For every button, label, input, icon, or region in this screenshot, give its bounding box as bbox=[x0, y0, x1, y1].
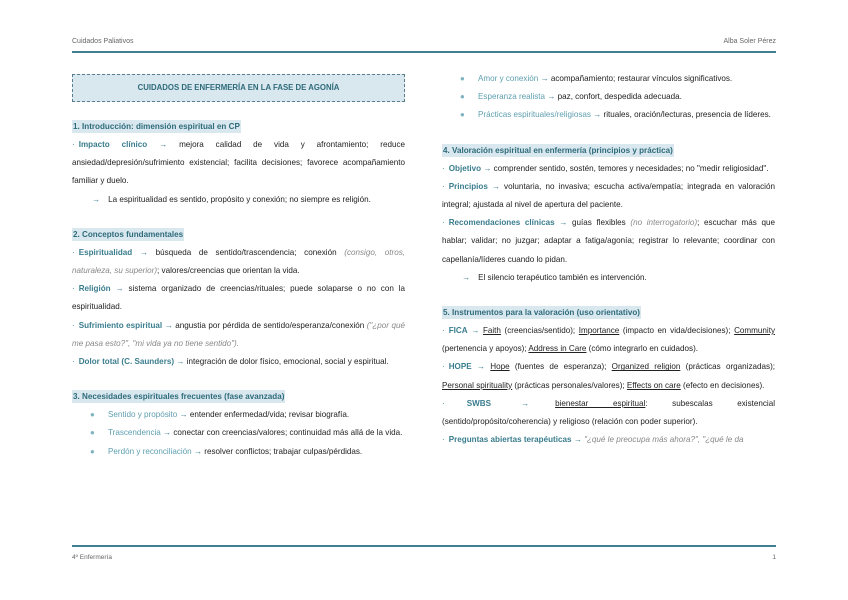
list-item: ● Trascendencia → conectar con creencias/valores; continuidad más allá de la vida. bbox=[90, 428, 403, 438]
left-column bbox=[72, 70, 405, 461]
impacto-clinico-paragraph: · Impacto clínico → mejora calidad de vida y afrontamiento; reduce ansiedad/depresión/sufrimiento existencial; facilita decisiones; favorece acompañamiento familiar y duelo. bbox=[72, 140, 406, 186]
header-left: Cuidados Paliativos bbox=[72, 38, 134, 45]
section-3-heading: 3. Necesidades espirituales frecuentes (fase avanzada) bbox=[73, 392, 285, 402]
espiritualidad-paragraph: · Espiritualidad → búsqueda de sentido/trascendencia; conexión (consigo, otros, naturaleza, su superior); valores/creencias que orientan la vida. bbox=[72, 247, 405, 276]
impacto-term: Impacto clínico bbox=[78, 140, 148, 149]
right-column bbox=[442, 70, 775, 449]
arrow-icon: → bbox=[462, 272, 471, 282]
header-right: Alba Soler Pérez bbox=[723, 38, 776, 45]
arrow-icon: → bbox=[92, 194, 101, 204]
spirituality-note: → La espiritualidad es sentido, propósito y conexión; no siempre es religión. bbox=[92, 194, 371, 204]
list-item: ● Sentido y propósito → entender enfermedad/vida; revisar biografía. bbox=[90, 410, 350, 420]
principios-paragraph: · Principios → voluntaria, no invasiva; escucha activa/empatía; integrada en valoración integral; ajustada al nivel de apertura del paciente. bbox=[442, 181, 775, 210]
list-item: ● Perdón y reconciliación → resolver conflictos; trabajar culpas/pérdidas. bbox=[90, 446, 363, 456]
page-number: 1 bbox=[772, 554, 776, 561]
silence-note: → El silencio terapéutico también es intervención. bbox=[462, 272, 647, 282]
document-title: CUIDADOS DE ENFERMERÍA EN LA FASE DE AGONÍA bbox=[72, 74, 405, 102]
religion-paragraph: · Religión → sistema organizado de creencias/rituales; puede solaparse o no con la espiritualidad. bbox=[72, 284, 406, 312]
header-rule bbox=[72, 51, 776, 53]
footer-left: 4º Enfermería bbox=[72, 554, 112, 561]
section-1-heading: 1. Introducción: dimensión espiritual en CP bbox=[73, 122, 240, 131]
fica-paragraph: · FICA → Faith (creencias/sentido); Importance (impacto en vida/decisiones); Community (pertenencia y apoyos); Address in Care (cómo integrarlo en cuidados). bbox=[442, 326, 776, 354]
list-item: ● Amor y conexión → acompañamiento; restaurar vínculos significativos. bbox=[460, 74, 733, 83]
objetivo-paragraph: · Objetivo → comprender sentido, sostén, temores y necesidades; no "medir religiosidad". bbox=[442, 163, 769, 173]
section-5-heading: 5. Instrumentos para la valoración (uso orientativo) bbox=[443, 308, 640, 318]
footer-rule bbox=[72, 545, 776, 547]
preguntas-paragraph: · Preguntas abiertas terapéuticas → "¿qué le preocupa más ahora?", "¿qué le da bbox=[442, 435, 744, 445]
sufrimiento-paragraph: · Sufrimiento espiritual → angustia por pérdida de sentido/esperanza/conexión ("¿por qué me pasa esto?", "mi vida ya no tiene sentido"). bbox=[72, 320, 406, 348]
recomendaciones-paragraph: · Recomendaciones clínicas → guías flexibles (no interrogatorio); escuchar más que hablar; validar; no juzgar; adaptar a fatiga/agonía; registrar lo relevante; coordinar con capellanía/líderes cuando lo pidan. bbox=[442, 218, 776, 264]
section-2-heading: 2. Conceptos fundamentales bbox=[73, 229, 184, 239]
dolor-total-paragraph: · Dolor total (C. Saunders) → integración de dolor físico, emocional, social y espiritual. bbox=[72, 357, 389, 367]
list-item: ● Esperanza realista → paz, confort, despedida adecuada. bbox=[460, 92, 682, 102]
section-4-heading: 4. Valoración espiritual en enfermería (principios y práctica) bbox=[443, 145, 673, 155]
swbs-paragraph: · SWBS → bienestar espiritual: subescalas existencial (sentido/propósito/coherencia) y religioso (relación con poder superior). bbox=[442, 398, 776, 427]
list-item: ● Prácticas espirituales/religiosas → rituales, oración/lecturas, presencia de líderes. bbox=[460, 110, 771, 120]
hope-paragraph: · HOPE → Hope (fuentes de esperanza); Organized religion (prácticas organizadas); Personal spirituality (prácticas personales/valores); Effects on care (efecto en decisiones). bbox=[442, 362, 776, 390]
